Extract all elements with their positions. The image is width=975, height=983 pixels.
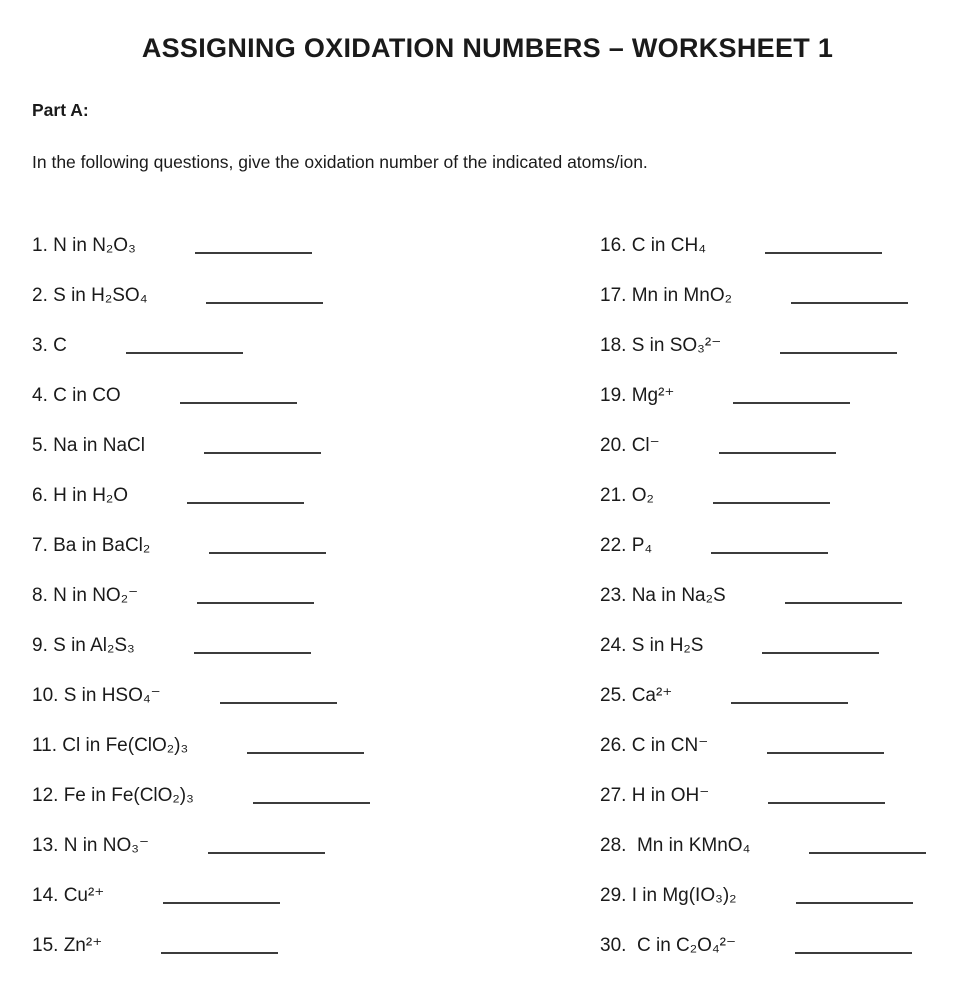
question-label: 14. Cu²⁺ [32,885,105,906]
question-row [32,783,600,833]
answer-blank[interactable] [765,251,882,254]
question-label: 10. S in HSO₄⁻ [32,685,161,706]
answer-blank[interactable] [209,551,326,554]
question-row [32,283,600,333]
answer-blank[interactable] [206,301,323,304]
question-row [600,733,975,783]
answer-blank[interactable] [126,351,243,354]
question-row [600,533,975,583]
question-label: 22. P₄ [600,535,653,556]
question-row [32,883,600,933]
question-label: 28. Mn in KMnO₄ [600,835,751,856]
answer-blank[interactable] [733,401,850,404]
answer-blank[interactable] [187,501,304,504]
question-label: 18. S in SO₃²⁻ [600,335,722,356]
question-label: 3. C [32,335,67,356]
answer-blank[interactable] [195,251,312,254]
question-row [600,783,975,833]
question-row [32,683,600,733]
question-row [600,583,975,633]
answer-blank[interactable] [795,951,912,954]
question-row [600,233,975,283]
question-label: 25. Ca²⁺ [600,685,673,706]
answer-blank[interactable] [768,801,885,804]
question-label: 6. H in H₂O [32,485,129,506]
question-label: 8. N in NO₂⁻ [32,585,139,606]
question-label: 23. Na in Na₂S [600,585,726,606]
answer-blank[interactable] [791,301,908,304]
instructions-text: In the following questions, give the oxidation number of the indicated atoms/ion. [32,152,648,172]
question-label: 17. Mn in MnO₂ [600,285,732,306]
question-row [600,383,975,433]
question-label: 9. S in Al₂S₃ [32,635,135,656]
question-label: 29. I in Mg(IO₃)₂ [600,885,737,906]
answer-blank[interactable] [253,801,370,804]
answer-blank[interactable] [204,451,321,454]
question-label: 1. N in N₂O₃ [32,235,136,256]
answer-blank[interactable] [711,551,828,554]
answer-blank[interactable] [796,901,913,904]
answer-blank[interactable] [719,451,836,454]
answer-blank[interactable] [161,951,278,954]
question-label: 27. H in OH⁻ [600,785,710,806]
answer-blank[interactable] [780,351,897,354]
question-row [32,483,600,533]
questions-column-right [600,233,975,983]
question-label: 7. Ba in BaCl₂ [32,535,151,556]
question-row [32,383,600,433]
question-label: 19. Mg²⁺ [600,385,675,406]
worksheet-title: ASSIGNING OXIDATION NUMBERS – WORKSHEET 1 [141,33,834,63]
question-row [600,933,975,983]
question-row [600,833,975,883]
answer-blank[interactable] [731,701,848,704]
question-row [600,433,975,483]
answer-blank[interactable] [208,851,325,854]
answer-blank[interactable] [163,901,280,904]
question-row [32,433,600,483]
question-label: 20. Cl⁻ [600,435,660,456]
question-row [32,633,600,683]
answer-blank[interactable] [762,651,879,654]
question-row [32,733,600,783]
question-label: 4. C in CO [32,385,121,406]
question-row [32,533,600,583]
question-label: 15. Zn²⁺ [32,935,103,956]
question-label: 12. Fe in Fe(ClO₂)₃ [32,785,194,806]
question-label: 2. S in H₂SO₄ [32,285,148,306]
part-a-heading: Part A: [32,100,89,120]
question-row [600,683,975,733]
question-row [32,833,600,883]
answer-blank[interactable] [809,851,926,854]
answer-blank[interactable] [220,701,337,704]
question-label: 11. Cl in Fe(ClO₂)₃ [32,735,189,756]
question-label: 30. C in C₂O₄²⁻ [600,935,737,956]
question-row [32,233,600,283]
questions-column-left [32,233,600,983]
question-row [600,483,975,533]
question-row [32,583,600,633]
answer-blank[interactable] [247,751,364,754]
answer-blank[interactable] [180,401,297,404]
answer-blank[interactable] [197,601,314,604]
question-row [32,333,600,383]
question-label: 16. C in CH₄ [600,235,706,256]
question-label: 26. C in CN⁻ [600,735,709,756]
answer-blank[interactable] [713,501,830,504]
question-label: 13. N in NO₃⁻ [32,835,150,856]
answer-blank[interactable] [194,651,311,654]
question-label: 24. S in H₂S [600,635,704,656]
question-row [600,333,975,383]
question-label: 5. Na in NaCl [32,435,145,456]
question-row [32,933,600,983]
answer-blank[interactable] [785,601,902,604]
answer-blank[interactable] [767,751,884,754]
question-label: 21. O₂ [600,485,654,506]
question-row [600,633,975,683]
questions-area [32,233,975,983]
question-row [600,883,975,933]
question-row [600,283,975,333]
